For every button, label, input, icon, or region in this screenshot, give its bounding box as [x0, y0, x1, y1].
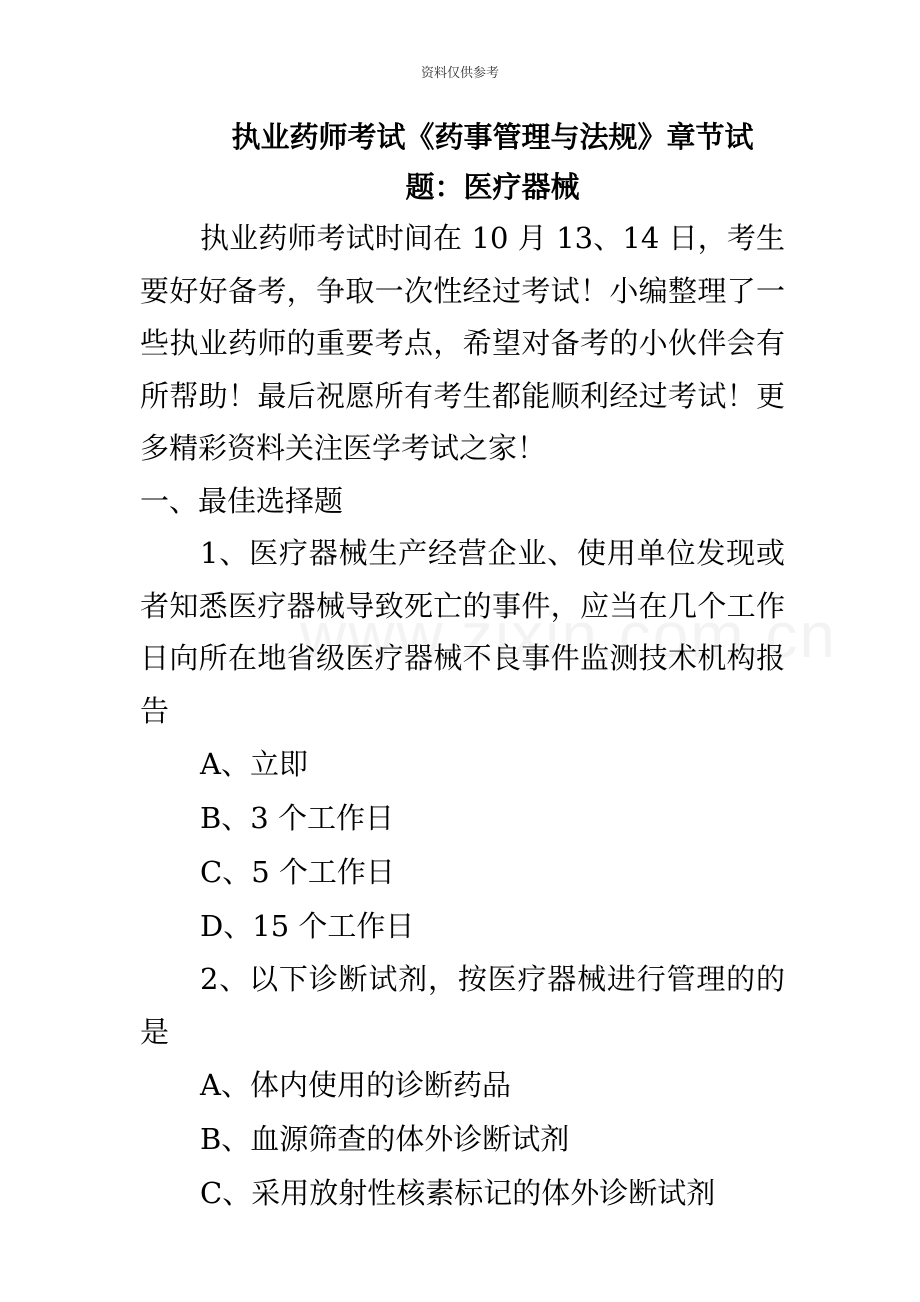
- question-1-option-d: D、15 个工作日: [200, 909, 415, 943]
- title-line-1: 执业药师考试《药事管理与法规》章节试: [231, 120, 754, 154]
- question-2: 2、以下诊断试剂，按医疗器械进行管理的的是: [140, 962, 785, 1049]
- question-1-option-a: A、立即: [200, 747, 308, 781]
- question-2-option-a: A、体内使用的诊断药品: [200, 1068, 511, 1102]
- title-line-2: 题：医疗器械: [405, 170, 580, 204]
- question-2-option-b: B、血源筛查的体外诊断试剂: [200, 1122, 570, 1156]
- section-heading: 一、最佳选择题: [140, 483, 344, 518]
- question-1: 1、医疗器械生产经营企业、使用单位发现或者知悉医疗器械导致死亡的事件，应当在几个工作日向所在地省级医疗器械不良事件监测技术机构报告: [140, 536, 785, 728]
- document-body: [140, 112, 785, 1220]
- question-1-option-b: B、3 个工作日: [200, 801, 394, 835]
- intro-paragraph: 执业药师考试时间在 10 月 13、14 日，考生要好好备考，争取一次性经过考试！小编整理了一些执业药师的重要考点，希望对备考的小伙伴会有所帮助！最后祝愿所有考生都能顺利经过考试！更多精彩资料关注医学考试之家！: [140, 221, 785, 465]
- document-title: [140, 112, 785, 212]
- header-note: 资料仅供参考: [420, 66, 499, 81]
- question-2-option-c: C、采用放射性核素标记的体外诊断试剂: [200, 1176, 716, 1210]
- question-1-option-c: C、5 个工作日: [200, 855, 395, 889]
